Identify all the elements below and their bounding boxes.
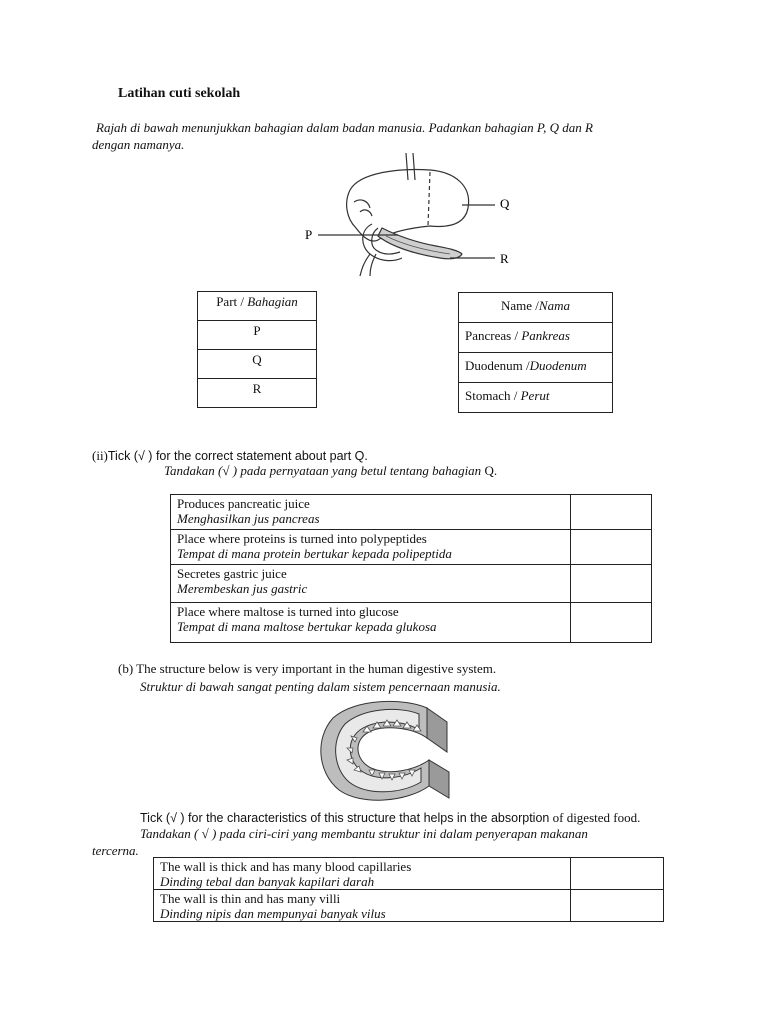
part-row-r: R [198, 379, 317, 408]
page-title: Latihan cuti sekolah [118, 86, 241, 101]
tick-box[interactable] [571, 858, 664, 890]
digestive-organs-diagram [290, 150, 530, 280]
table-row [154, 890, 664, 922]
intestine-cross-section-diagram [315, 698, 455, 803]
table-row [171, 565, 652, 603]
name-table-header: Name /Nama [459, 293, 613, 323]
question-ii-instruction-ms: Tandakan (√ ) pada pernyataan yang betul tentang bahagian Q. [164, 463, 498, 478]
tick-box[interactable] [571, 603, 652, 643]
statement-text: Secretes gastric juice Merembeskan jus gastric [171, 565, 571, 603]
table-row [171, 530, 652, 565]
question-b-text: (b) The structure below is very important in the human digestive system. [118, 661, 497, 676]
question-b-text-ms: Struktur di bawah sangat penting dalam sistem pencernaan manusia. [140, 679, 501, 694]
intro-instruction [92, 119, 692, 153]
intro-line-1: Rajah di bawah menunjukkan bahagian dalam badan manusia. Padankan bahagian P, Q dan R [96, 120, 593, 135]
characteristics-table [153, 857, 664, 922]
question-b-tick-instruction-ms: Tandakan ( √ ) pada ciri-ciri yang membantu struktur ini dalam penyerapan makanan [140, 826, 588, 841]
part-row-p: P [198, 321, 317, 350]
tick-box[interactable] [571, 890, 664, 922]
statement-text: Produces pancreatic juice Menghasilkan jus pancreas [171, 495, 571, 530]
tick-box[interactable] [571, 495, 652, 530]
name-row-duodenum: Duodenum /Duodenum [459, 353, 613, 383]
table-row [154, 858, 664, 890]
intro-line-2: dengan namanya. [92, 137, 185, 152]
name-row-pancreas: Pancreas / Pankreas [459, 323, 613, 353]
tick-box[interactable] [571, 530, 652, 565]
statement-table [170, 494, 652, 643]
part-row-q: Q [198, 350, 317, 379]
table-row [171, 495, 652, 530]
question-b-tick-instruction-ms-cont: tercerna. [92, 843, 139, 858]
question-b-tick-instruction: Tick (√ ) for the characteristics of this structure that helps in the absorption of digested food. [140, 810, 641, 825]
part-table-header: Part / Bahagian [198, 292, 317, 321]
diagram-label-r: R [500, 251, 509, 266]
tick-box[interactable] [571, 565, 652, 603]
statement-text: Place where proteins is turned into polypeptides Tempat di mana protein bertukar kepada polipeptida [171, 530, 571, 565]
question-ii-instruction: (ii)Tick (√ ) for the correct statement about part Q. [92, 448, 368, 463]
characteristic-text: The wall is thick and has many blood capillaries Dinding tebal dan banyak kapilari darah [154, 858, 571, 890]
diagram-label-q: Q [500, 196, 510, 211]
name-row-stomach: Stomach / Perut [459, 383, 613, 413]
statement-text: Place where maltose is turned into glucose Tempat di mana maltose bertukar kepada glukosa [171, 603, 571, 643]
table-row [171, 603, 652, 643]
name-table [458, 292, 613, 413]
diagram-label-p: P [305, 227, 313, 242]
characteristic-text: The wall is thin and has many villi Dinding nipis dan mempunyai banyak vilus [154, 890, 571, 922]
part-table [197, 291, 317, 408]
